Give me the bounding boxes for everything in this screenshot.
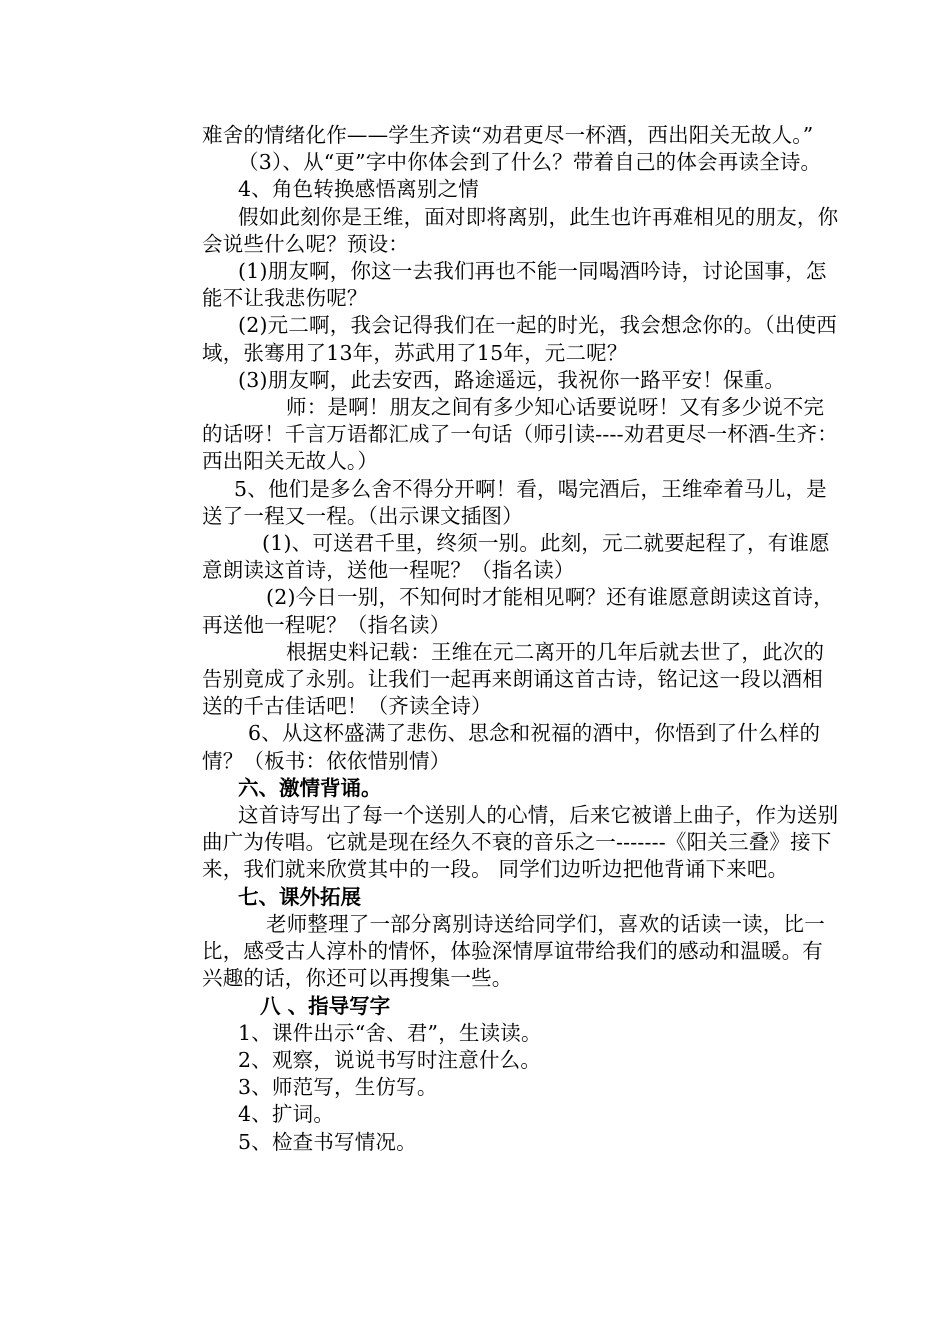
paragraph-extension: 老师整理了一部分离别诗送给同学们，喜欢的话读一读，比一比，感受古人淳朴的情怀，体验深情厚谊带给我们的感动和温暖。有兴趣的话，你还可以再搜集一些。: [202, 911, 825, 991]
list-item-writing-2: 2、观察，说说书写时注意什么。: [238, 1047, 542, 1072]
list-item-writing-1: 1、课件出示“舍、君”，生读读。: [238, 1020, 542, 1045]
paragraph-preset-1: (1)朋友啊，你这一去我们再也不能一同喝酒吟诗，讨论国事，怎能不让我悲伤呢？: [202, 259, 827, 311]
paragraph-teacher-lead: 师：是啊！朋友之间有多少知心话要说呀！又有多少说不完的话呀！千言万语都汇成了一句话（师引读----劝君更尽一杯酒-生齐：西出阳关无故人。）: [202, 395, 838, 474]
paragraph-preset-3: (3)朋友啊，此去安西，路途遥远，我祝你一路平安！保重。: [238, 367, 786, 392]
paragraph-farewell-1: (1)、可送君千里，终须一别。此刻，元二就要起程了，有谁愿意朗读这首诗，送他一程呢？（指名读）: [202, 531, 830, 583]
paragraph-farewell-2: (2)今日一别，不知何时才能相见啊？还有谁愿意朗读这首诗，再送他一程呢？（指名读）: [202, 585, 834, 637]
paragraph-history: 根据史料记载：王维在元二离开的几年后就去世了，此次的告别竟成了永别。让我们一起再来朗诵这首古诗，铭记这一段以酒相送的千古佳话吧！（齐读全诗）: [202, 639, 825, 719]
heading-extension: 七、课外拓展: [238, 884, 361, 909]
paragraph-question-3: （3）、从“更”字中你体会到了什么？带着自己的体会再读全诗。: [238, 150, 822, 175]
paragraph-role-play: 假如此刻你是王维，面对即将离别，此生也许再难相见的朋友，你会说些什么呢？预设：: [202, 204, 839, 256]
document-page: [202, 122, 842, 1156]
heading-recitation: 六、激情背诵。: [238, 775, 382, 800]
paragraph-intro-reading: 难舍的情绪化作——学生齐读“劝君更尽一杯酒，西出阳关无故人。”: [202, 123, 814, 147]
section-4-title: 4、角色转换感悟离别之情: [238, 177, 479, 202]
heading-writing: 八 、指导写字: [260, 993, 391, 1018]
section-6-title: 6、从这杯盛满了悲伤、思念和祝福的酒中，你悟到了什么样的情？（板书：依依惜别情）: [202, 721, 821, 773]
paragraph-recitation: 这首诗写出了每一个送别人的心情，后来它被谱上曲子，作为送别曲广为传唱。它就是现在经久不衰的音乐之一-------《阳关三叠》接下来，我们就来欣赏其中的一段。 同学们边听边把他背诵下来吧。: [202, 803, 839, 882]
list-item-writing-5: 5、检查书写情况。: [238, 1129, 417, 1154]
list-item-writing-3: 3、师范写，生仿写。: [238, 1075, 438, 1100]
section-5-title: 5、他们是多么舍不得分开啊！看，喝完酒后，王维牵着马儿，是送了一程又一程。（出示课文插图）: [202, 476, 827, 528]
list-item-writing-4: 4、扩词。: [238, 1102, 335, 1127]
paragraph-preset-2: (2)元二啊，我会记得我们在一起的时光，我会想念你的。（出使西域，张骞用了13年，苏武用了15年，元二呢？: [202, 313, 837, 365]
